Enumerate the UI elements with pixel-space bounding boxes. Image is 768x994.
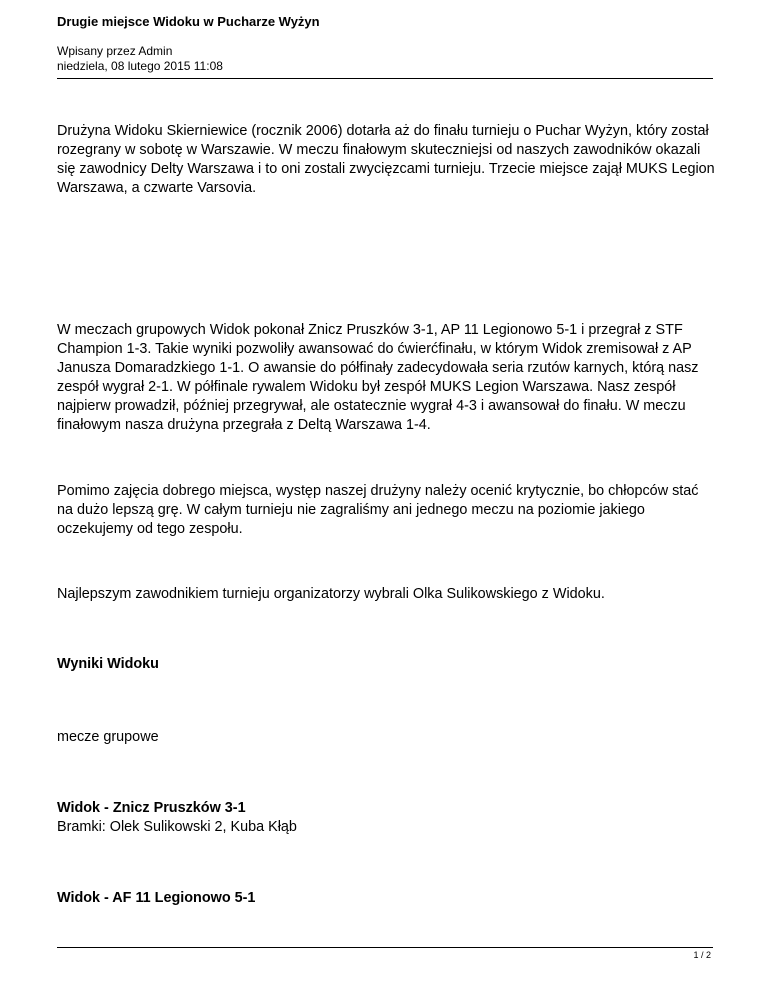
paragraph-assessment: Pomimo zajęcia dobrego miejsca, występ naszej drużyny należy ocenić krytycznie, bo chłopców stać na dużo lepszą grę. W całym turnieju nie zagraliśmy ani jednego meczu na poziomie jakiego oczekujemy od tego zespołu.	[57, 483, 699, 537]
match-title: Widok - AF 11 Legionowo 5-1	[57, 890, 256, 906]
match-scorers: Bramki: Olek Sulikowski 2, Kuba Kłąb	[57, 819, 297, 835]
article-meta	[57, 44, 223, 74]
header-divider	[57, 78, 713, 79]
page-title: Drugie miejsce Widoku w Pucharze Wyżyn	[57, 14, 320, 29]
date-line: niedziela, 08 lutego 2015 11:08	[57, 59, 223, 73]
page-number: 1 / 2	[693, 950, 711, 960]
paragraph-intro: Drużyna Widoku Skierniewice (rocznik 2006) dotarła aż do finału turnieju o Puchar Wyżyn, który został rozegrany w sobotę w Warszawie. W meczu finałowym skuteczniejsi od naszych zawodników okazali się zawodnicy Delty Warszawa i to oni zostali zwycięzcami turnieju. Trzecie miejsce zajął MUKS Legion Warszawa, a czwarte Varsovia.	[57, 123, 715, 196]
match-title: Widok - Znicz Pruszków 3-1	[57, 800, 246, 816]
author-line: Wpisany przez Admin	[57, 44, 173, 58]
group-stage-label: mecze grupowe	[57, 729, 159, 745]
footer-divider	[57, 947, 713, 948]
paragraph-group-stage: W meczach grupowych Widok pokonał Znicz Pruszków 3-1, AP 11 Legionowo 5-1 i przegrał z STF Champion 1-3. Takie wyniki pozwoliły awansować do ćwierćfinału, w którym Widok zremisował z AP Janusza Domaradzkiego 1-1. O awansie do półfinały zadecydowała seria rzutów karnych, którą nasz zespół wygrał 2-1. W półfinale rywalem Widoku był zespół MUKS Legion Warszawa. Nasz zespół najpierw prowadził, później przegrywał, ale ostatecznie wygrał 4-3 i awansował do finału. W meczu finałowym nasza drużyna przegrała z Deltą Warszawa 1-4.	[57, 322, 699, 433]
results-heading: Wyniki Widoku	[57, 656, 159, 672]
paragraph-best-player: Najlepszym zawodnikiem turnieju organizatorzy wybrali Olka Sulikowskiego z Widoku.	[57, 586, 605, 602]
